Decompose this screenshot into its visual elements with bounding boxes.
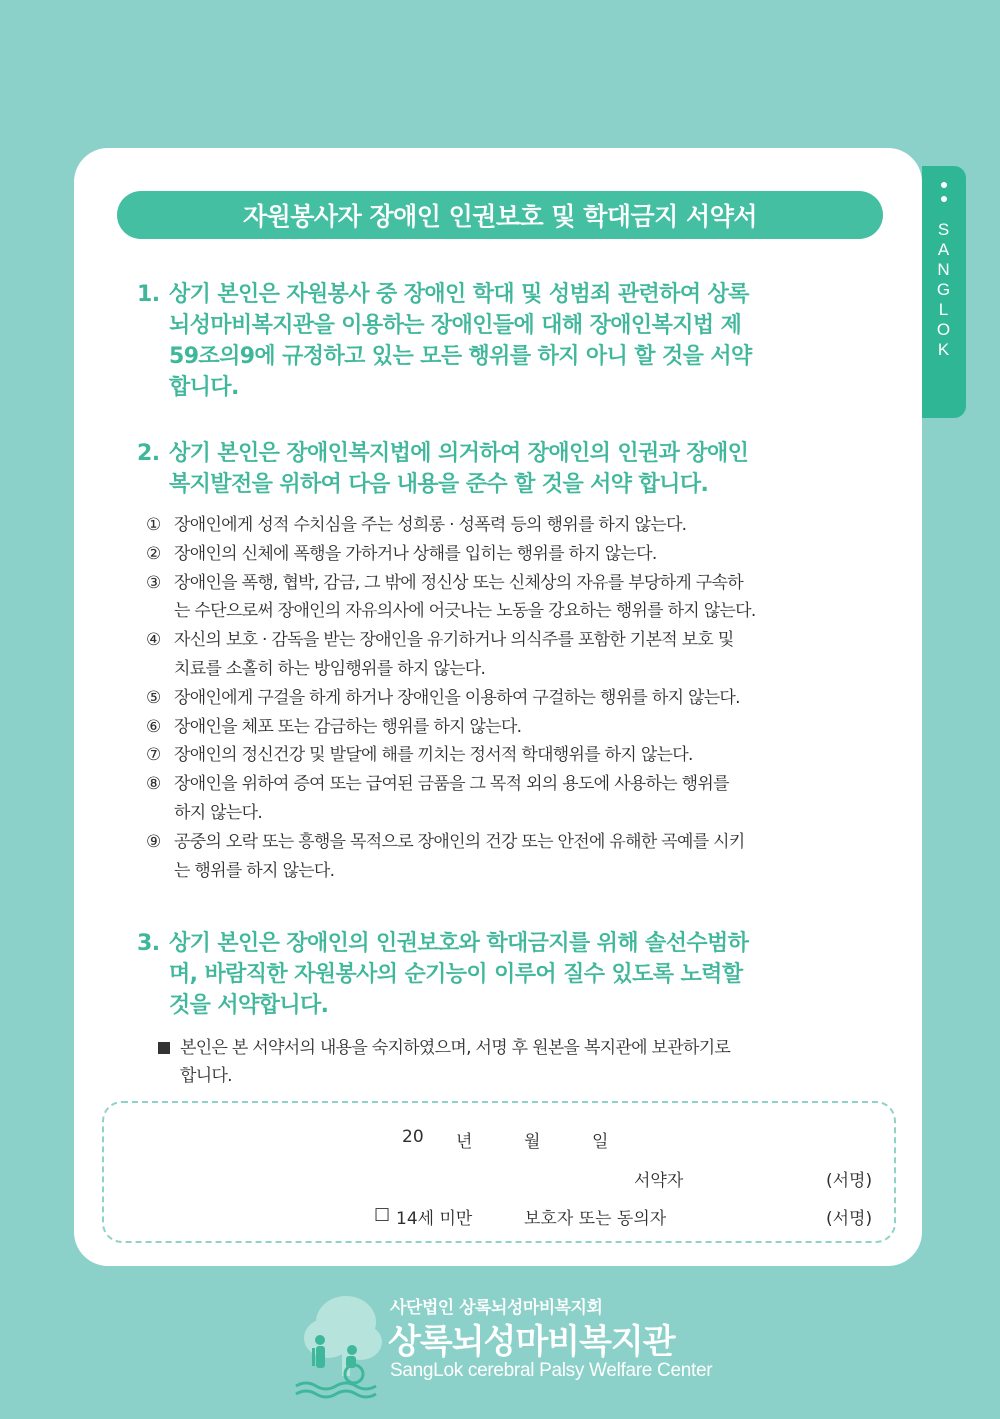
item-line: 장애인에게 구걸을 하게 하거나 장애인을 이용하여 구걸하는 행위를 하지 않는다. (174, 687, 740, 708)
list-item (146, 741, 886, 770)
section-line: 뇌성마비복지관을 이용하는 장애인들에 대해 장애인복지법 제 (169, 313, 742, 338)
section-line: 상기 본인은 장애인의 인권보호와 학대금지를 위해 솔선수범하 (169, 931, 749, 956)
item-line: 는 수단으로써 장애인의 자유의사에 어긋나는 노동을 강요하는 행위를 하지 않는다. (174, 601, 756, 622)
side-letter: S (937, 220, 951, 239)
month-label: 월 (524, 1132, 541, 1152)
notice-line: 합니다. (180, 1066, 232, 1086)
item-number: ⑧ (146, 774, 161, 795)
item-number: ⑨ (146, 831, 161, 852)
item-line: 장애인을 위하여 증여 또는 급여된 금품을 그 목적 외의 용도에 사용하는 행위를 (174, 774, 729, 795)
item-line: 하지 않는다. (174, 802, 263, 823)
item-line: 장애인을 체포 또는 감금하는 행위를 하지 않는다. (174, 716, 522, 737)
section-line: 복지발전을 위하여 다음 내용을 준수 할 것을 서약 합니다. (169, 472, 709, 497)
logo-name: 상록뇌성마비복지관 (388, 1322, 675, 1362)
section-line: 합니다. (169, 375, 239, 400)
day-label: 일 (592, 1132, 609, 1152)
section-number: 2. (137, 441, 160, 466)
list-item (146, 569, 886, 627)
list-item (146, 770, 886, 828)
notice-line: 본인은 본 서약서의 내용을 숙지하였으며, 서명 후 원본을 복지관에 보관하기로 (180, 1038, 731, 1058)
section-number: 1. (137, 282, 160, 307)
section-1 (137, 279, 857, 403)
item-line: 장애인의 신체에 폭행을 가하거나 상해를 입히는 행위를 하지 않는다. (174, 543, 657, 564)
section-number: 3. (137, 931, 160, 956)
section-line: 59조의9에 규정하고 있는 모든 행위를 하지 아니 할 것을 서약 (169, 344, 752, 369)
signature-box (102, 1101, 896, 1243)
under14-label: 14세 미만 (396, 1209, 473, 1229)
item-number: ⑥ (146, 716, 161, 737)
notice (158, 1034, 858, 1090)
item-number: ③ (146, 572, 161, 593)
guardian-signature-field[interactable]: (서명) (826, 1209, 873, 1229)
item-line: 장애인을 폭행, 협박, 감금, 그 밖에 정신상 또는 신체상의 자유를 부당하게 구속하 (174, 572, 743, 593)
item-line: 자신의 보호 · 감독을 받는 장애인을 유기하거나 의식주를 포함한 기본적 보호 및 (174, 630, 734, 651)
item-line: 장애인의 정신건강 및 발달에 해를 끼치는 정서적 학대행위를 하지 않는다. (174, 745, 693, 766)
item-line: 공중의 오락 또는 흥행을 목적으로 장애인의 건강 또는 안전에 유해한 곡예를 시키 (174, 831, 745, 852)
side-letter: A (937, 240, 951, 259)
section-line: 상기 본인은 자원봉사 중 장애인 학대 및 성범죄 관련하여 상록 (169, 282, 749, 307)
item-line: 치료를 소홀히 하는 방임행위를 하지 않는다. (174, 658, 486, 679)
item-line: 는 행위를 하지 않는다. (174, 860, 335, 881)
item-number: ④ (146, 630, 161, 651)
side-letter: N (937, 260, 951, 279)
section-line: 것을 서약합니다. (169, 993, 329, 1018)
section-3 (137, 928, 857, 1021)
side-tab (922, 166, 966, 418)
under14-checkbox[interactable]: □ (374, 1204, 391, 1224)
signer-label: 서약자 (634, 1171, 684, 1191)
signature-field[interactable]: (서명) (826, 1171, 873, 1191)
list-item (146, 511, 886, 540)
page-title: 자원봉사자 장애인 인권보호 및 학대금지 서약서 (117, 191, 883, 239)
section-line: 며, 바람직한 자원봉사의 순기능이 이루어 질수 있도록 노력할 (169, 962, 743, 987)
list-item (146, 828, 886, 886)
side-letter: K (937, 340, 951, 359)
section-2 (137, 438, 857, 500)
item-number: ⑦ (146, 745, 161, 766)
footer-logo (290, 1290, 730, 1410)
dot-icon (941, 182, 947, 188)
dot-icon (941, 196, 947, 202)
item-number: ① (146, 515, 161, 535)
list-item (146, 713, 886, 742)
section-line: 상기 본인은 장애인복지법에 의거하여 장애인의 인권과 장애인 (169, 441, 749, 466)
side-letter: O (936, 320, 952, 339)
list-item (146, 626, 886, 684)
guardian-label: 보호자 또는 동의자 (524, 1209, 667, 1229)
side-letter: G (936, 280, 952, 299)
list-item (146, 684, 886, 713)
year-prefix: 20 (402, 1127, 424, 1147)
list-item (146, 540, 886, 569)
tree-logo-icon (290, 1290, 390, 1408)
side-letter: L (938, 300, 950, 319)
item-number: ⑤ (146, 687, 161, 708)
item-number: ② (146, 543, 161, 564)
logo-english-name: SangLok cerebral Palsy Welfare Center (390, 1360, 713, 1381)
year-label: 년 (456, 1132, 473, 1152)
square-bullet-icon (158, 1042, 170, 1054)
pledge-items (146, 511, 886, 885)
side-tab-label (937, 220, 951, 360)
item-line: 장애인에게 성적 수치심을 주는 성희롱 · 성폭력 등의 행위를 하지 않는다. (174, 515, 687, 535)
logo-org-prefix: 사단법인 상록뇌성마비복지회 (390, 1298, 603, 1318)
